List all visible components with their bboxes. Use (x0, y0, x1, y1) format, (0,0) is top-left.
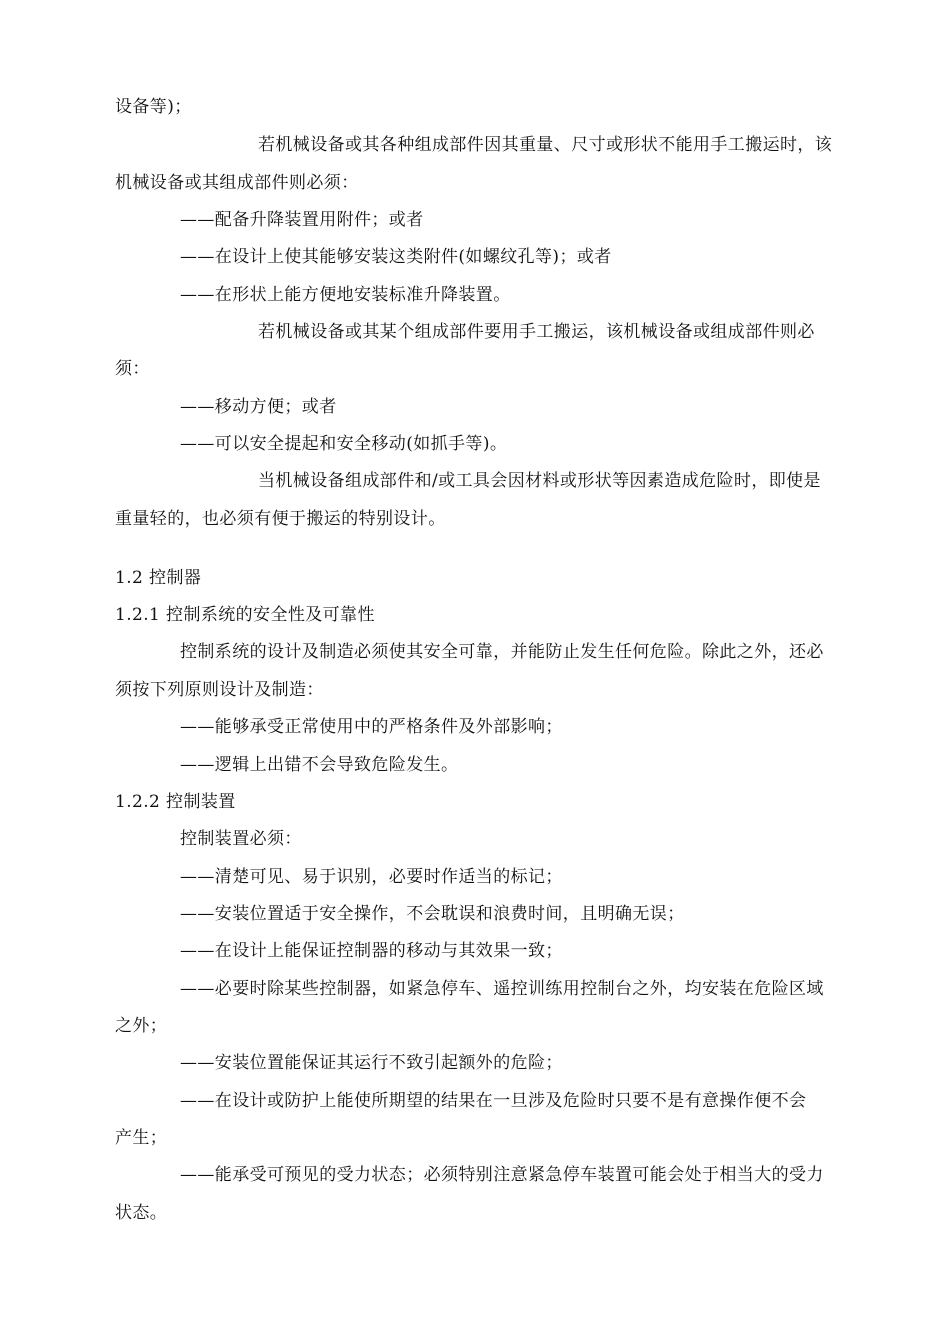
list-item: ——可以安全提起和安全移动(如抓手等)。 (180, 434, 508, 454)
paragraph-line: 当机械设备组成部件和/或工具会因材料或形状等因素造成危险时，即使是 (258, 471, 821, 491)
list-item: ——在形状上能方便地安装标准升降装置。 (180, 285, 511, 305)
list-item: ——清楚可见、易于识别，必要时作适当的标记； (180, 867, 563, 887)
list-item: ——逻辑上出错不会导致危险发生。 (180, 755, 459, 775)
paragraph-line: 须按下列原则设计及制造： (115, 680, 324, 700)
list-item: ——配备升降装置用附件；或者 (180, 210, 424, 230)
paragraph-line: 控制系统的设计及制造必须使其安全可靠，并能防止发生任何危险。除此之外，还必 (180, 642, 824, 662)
paragraph-line: 若机械设备或其各种组成部件因其重量、尺寸或形状不能用手工搬运时，该 (258, 135, 833, 155)
list-item: ——安装位置适于安全操作，不会耽误和浪费时间，且明确无误； (180, 904, 685, 924)
list-item: ——必要时除某些控制器，如紧急停车、遥控训练用控制台之外，均安装在危险区域 (180, 979, 824, 999)
list-item: ——在设计上使其能够安装这类附件(如螺纹孔等)；或者 (180, 247, 612, 267)
list-item: ——在设计或防护上能使所期望的结果在一旦涉及危险时只要不是有意操作便不会 (180, 1091, 807, 1111)
paragraph-line: 设备等)； (115, 97, 192, 117)
list-item: ——在设计上能保证控制器的移动与其效果一致； (180, 941, 563, 961)
list-item-continuation: 之外； (115, 1016, 168, 1036)
paragraph-line: 若机械设备或其某个组成部件要用手工搬运，该机械设备或组成部件则必 (258, 322, 815, 342)
paragraph-line: 重量轻的，也必须有便于搬运的特别设计。 (115, 509, 446, 529)
subsection-heading: 1.2.1 控制系统的安全性及可靠性 (115, 605, 375, 625)
list-item: ——安装位置能保证其运行不致引起额外的危险； (180, 1053, 563, 1073)
paragraph-line: 须： (115, 359, 150, 379)
list-item: ——能承受可预见的受力状态；必须特别注意紧急停车装置可能会处于相当大的受力 (180, 1165, 824, 1185)
list-item-continuation: 产生； (115, 1128, 168, 1148)
list-item: ——移动方便；或者 (180, 397, 337, 417)
paragraph-line: 机械设备或其组成部件则必须： (115, 173, 359, 193)
subsection-heading: 1.2.2 控制装置 (115, 792, 236, 812)
list-item: ——能够承受正常使用中的严格条件及外部影响； (180, 717, 563, 737)
list-item-continuation: 状态。 (115, 1203, 168, 1223)
section-heading: 1.2 控制器 (115, 568, 202, 588)
paragraph-line: 控制装置必须： (180, 829, 302, 849)
